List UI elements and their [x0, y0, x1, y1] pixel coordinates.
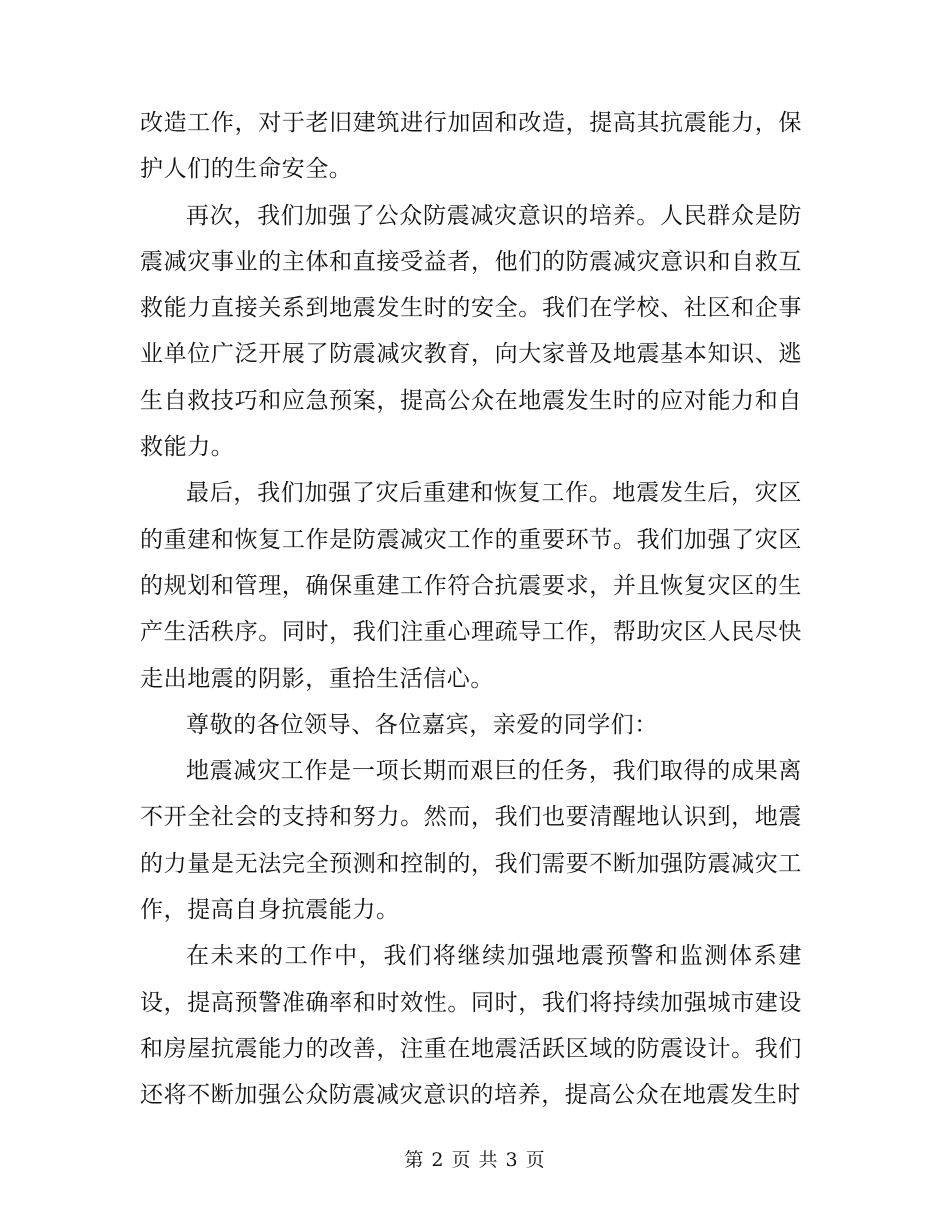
- paragraph-2: 再次，我们加强了公众防震减灾意识的培养。人民群众是防震减灾事业的主体和直接受益者，他们的防震减灾意识和自救互救能力直接关系到地震发生时的安全。我们在学校、社区和企事业单位广泛开展了防震减灾教育，向大家普及地震基本知识、逃生自救技巧和应急预案，提高公众在地震发生时的应对能力和自救能力。: [140, 202, 802, 461]
- paragraph-6: 在未来的工作中，我们将继续加强地震预警和监测体系建设，提高预警准确率和时效性。同时，我们将持续加强城市建设和房屋抗震能力的改善，注重在地震活跃区域的防震设计。我们还将不断加强公众防震减灾意识的培养，提高公众在地震发生时: [140, 943, 802, 1109]
- paragraph-5: 地震减灾工作是一项长期而艰巨的任务，我们取得的成果离不开全社会的支持和努力。然而，我们也要清醒地认识到，地震的力量是无法完全预测和控制的，我们需要不断加强防震减灾工作，提高自身抗震能力。: [140, 758, 802, 924]
- document-body: [140, 100, 802, 1119]
- page-number-footer: 第 2 页 共 3 页: [404, 1149, 546, 1171]
- paragraph-3: 最后，我们加强了灾后重建和恢复工作。地震发生后，灾区的重建和恢复工作是防震减灾工作的重要环节。我们加强了灾区的规划和管理，确保重建工作符合抗震要求，并且恢复灾区的生产生活秩序。同时，我们注重心理疏导工作，帮助灾区人民尽快走出地震的阴影，重拾生活信心。: [140, 480, 802, 692]
- paragraph-4: 尊敬的各位领导、各位嘉宾，亲爱的同学们：: [186, 711, 658, 738]
- paragraph-1: 改造工作，对于老旧建筑进行加固和改造，提高其抗震能力，保护人们的生命安全。: [140, 110, 802, 183]
